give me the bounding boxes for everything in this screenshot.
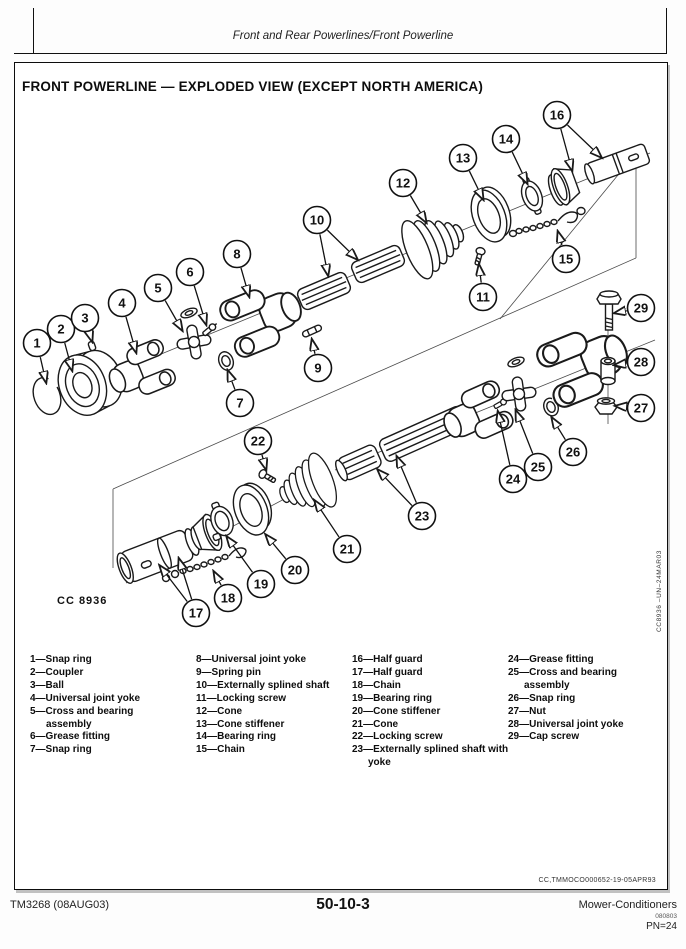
legend-item: 5—Cross and bearing assembly — [30, 705, 134, 730]
footer-date-code: 080803 — [655, 913, 677, 920]
figure-caption: CC 8936 — [57, 595, 108, 607]
upper-assembly — [28, 143, 650, 422]
callout-4 — [109, 290, 137, 353]
svg-text:13: 13 — [455, 150, 471, 166]
legend-item: 7—Snap ring — [30, 744, 92, 756]
svg-text:6: 6 — [186, 264, 194, 280]
part-yoke-8 — [217, 276, 310, 360]
part-grease-fitting-6 — [202, 321, 219, 337]
part-chain-15 — [510, 208, 586, 237]
part-yoke-28 — [534, 317, 637, 410]
legend-column-4 — [508, 654, 660, 744]
callout-2 — [48, 316, 75, 371]
svg-text:12: 12 — [395, 175, 411, 191]
part-snap-ring-7 — [216, 350, 236, 373]
svg-text:11: 11 — [476, 289, 490, 305]
callout-27 — [616, 395, 655, 422]
part-washer-25 — [507, 355, 526, 369]
part-cone-21 — [271, 450, 343, 523]
svg-text:8: 8 — [233, 246, 241, 262]
callout-3 — [72, 305, 99, 342]
part-bearing-ring-14 — [516, 175, 547, 217]
svg-text:26: 26 — [565, 444, 581, 460]
svg-text:17: 17 — [188, 605, 204, 621]
svg-text:10: 10 — [309, 212, 325, 228]
legend-item: 12—Cone — [196, 705, 243, 717]
legend-item: 3—Ball — [30, 679, 64, 691]
callout-26 — [552, 418, 587, 466]
part-spring-pin-9 — [302, 324, 323, 338]
svg-text:9: 9 — [314, 360, 322, 376]
svg-text:28: 28 — [633, 354, 649, 370]
part-half-guard-16 — [545, 143, 650, 207]
part-splined-shaft-10b — [350, 244, 406, 285]
footer-right-block — [579, 899, 677, 932]
legend-item: 29—Cap screw — [508, 731, 580, 743]
callout-9 — [305, 340, 332, 382]
part-cone-12 — [395, 203, 473, 283]
part-half-guard-17 — [114, 512, 226, 585]
callout-21 — [315, 501, 361, 563]
legend-item: 24—Grease fitting — [508, 654, 594, 665]
legend-item: 27—Nut — [508, 705, 546, 717]
footer-book-title: Mower-Conditioners — [578, 899, 677, 911]
callout-1 — [24, 330, 51, 383]
legend-item: 20—Cone stiffener — [352, 705, 441, 717]
svg-text:7: 7 — [236, 395, 244, 411]
legend-item: 16—Half guard — [352, 654, 423, 665]
legend-item: 23—Externally splined shaft with yoke — [352, 744, 509, 769]
part-locking-screw-22 — [258, 468, 278, 485]
legend-item: 18—Chain — [352, 679, 401, 691]
part-splined-shaft-10a — [296, 271, 352, 312]
svg-text:16: 16 — [549, 107, 565, 123]
legend-item: 11—Locking screw — [196, 692, 287, 704]
legend-item: 10—Externally splined shaft — [196, 679, 330, 691]
part-locking-screw-11 — [473, 247, 486, 266]
legend-item: 6—Grease fitting — [30, 731, 111, 743]
footer-page-number: 50-10-3 — [316, 896, 370, 913]
callout-11 — [470, 265, 497, 311]
svg-text:21: 21 — [339, 541, 355, 557]
callout-16 — [544, 102, 602, 171]
part-nut-27 — [595, 398, 617, 414]
svg-text:4: 4 — [118, 295, 126, 311]
callout-22 — [245, 428, 272, 470]
svg-text:20: 20 — [287, 562, 303, 578]
legend-item: 2—Coupler — [30, 666, 84, 678]
callout-23 — [378, 457, 436, 530]
legend-item: 1—Snap ring — [30, 654, 92, 665]
legend-item: 15—Chain — [196, 744, 245, 756]
callout-5 — [145, 275, 183, 331]
legend-item: 14—Bearing ring — [196, 731, 277, 743]
svg-text:14: 14 — [498, 131, 514, 147]
svg-text:29: 29 — [633, 300, 649, 316]
page-title: FRONT POWERLINE — EXPLODED VIEW (EXCEPT NORTH AMERICA) — [22, 79, 484, 94]
callout-18 — [214, 572, 242, 612]
svg-text:23: 23 — [414, 508, 430, 524]
svg-text:5: 5 — [154, 280, 162, 296]
svg-text:1: 1 — [33, 335, 41, 351]
callout-7 — [227, 371, 254, 417]
footer-manual-number: TM3268 (08AUG03) — [10, 899, 110, 911]
svg-text:27: 27 — [633, 400, 649, 416]
svg-text:25: 25 — [530, 459, 546, 475]
legend-item: 26—Snap ring — [508, 692, 576, 704]
legend-item: 4—Universal joint yoke — [30, 692, 141, 704]
part-cone-stiffener-13 — [464, 182, 518, 247]
legend-item: 25—Cross and bearing assembly — [508, 666, 617, 691]
legend-item: 22—Locking screw — [352, 731, 443, 743]
part-cap-screw-29 — [597, 291, 621, 330]
part-washer-5 — [180, 306, 199, 320]
part-ball-3 — [88, 341, 97, 352]
legend-column-2 — [196, 654, 356, 757]
part-boss-28 — [601, 358, 615, 385]
part-cross-bearing-25 — [500, 375, 538, 413]
svg-text:18: 18 — [220, 590, 236, 606]
callout-12 — [390, 170, 427, 223]
breadcrumb: Front and Rear Powerlines/Front Powerline — [232, 30, 454, 42]
legend-item: 8—Universal joint yoke — [196, 654, 307, 665]
svg-text:22: 22 — [250, 433, 266, 449]
legend-column-3 — [352, 654, 510, 770]
callout-14 — [493, 126, 528, 184]
svg-text:19: 19 — [253, 576, 269, 592]
part-cone-stiffener-20 — [227, 479, 279, 540]
callout-10 — [304, 207, 358, 276]
footer-pn: PN=24 — [646, 921, 677, 932]
part-yoke-23 — [435, 379, 515, 452]
svg-text:24: 24 — [505, 471, 521, 487]
svg-text:15: 15 — [558, 251, 574, 267]
legend-item: 9—Spring pin — [196, 666, 261, 678]
legend-item: 19—Bearing ring — [352, 692, 433, 704]
callout-8 — [224, 241, 251, 297]
legend-item: 13—Cone stiffener — [196, 718, 285, 730]
svg-text:2: 2 — [57, 321, 65, 337]
legend-item: 17—Half guard — [352, 666, 423, 678]
svg-text:3: 3 — [81, 310, 89, 326]
figure-credit: CC,TMMOCO000652-19-05APR93 — [538, 877, 656, 884]
legend-item: 21—Cone — [352, 718, 399, 730]
legend-column-1 — [30, 654, 172, 757]
figure-vertical-id: CC8936 –UN–24MAR03 — [656, 550, 663, 632]
legend-item: 28—Universal joint yoke — [508, 718, 624, 730]
